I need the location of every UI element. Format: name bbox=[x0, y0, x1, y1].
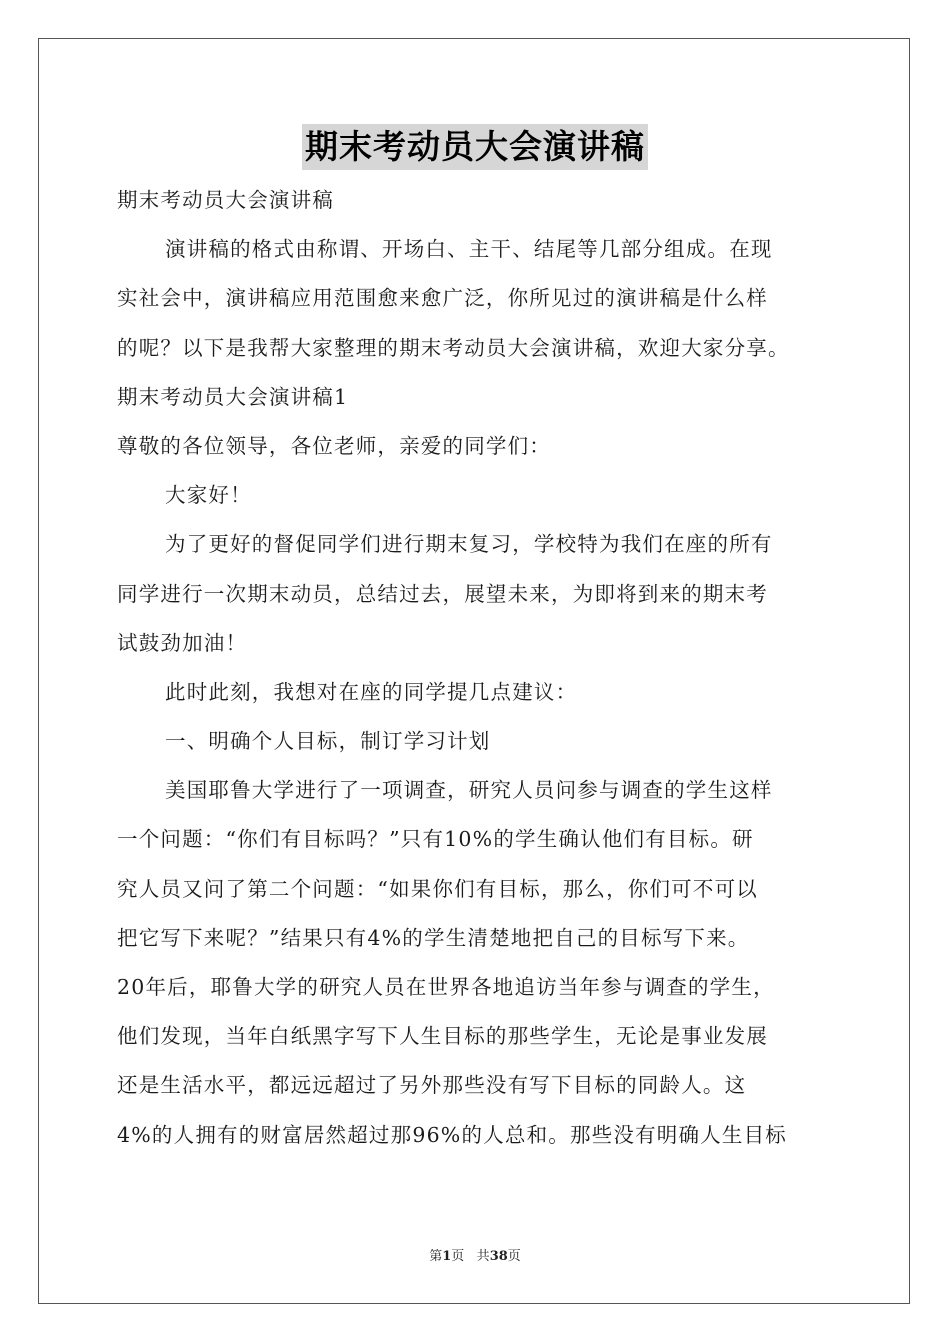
text-line: 期末考动员大会演讲稿1 bbox=[117, 384, 349, 409]
footer-total-suffix: 页 bbox=[507, 1249, 521, 1264]
text-line: 大家好！ bbox=[165, 483, 252, 508]
text-line: 实社会中，演讲稿应用范围愈来愈广泛，你所见过的演讲稿是什么样 bbox=[117, 286, 768, 311]
text-line: 期末考动员大会演讲稿 bbox=[117, 188, 334, 212]
document-body bbox=[117, 176, 857, 1160]
text-line: 此时此刻，我想对在座的同学提几点建议： bbox=[165, 679, 578, 704]
footer-total-prefix: 共 bbox=[476, 1249, 490, 1264]
footer-page-suffix: 页 bbox=[451, 1249, 465, 1264]
text-line: 还是生活水平，都远远超过了另外那些没有写下目标的同龄人。这 bbox=[117, 1073, 747, 1098]
text-line: 演讲稿的格式由称谓、开场白、主干、结尾等几部分组成。在现 bbox=[165, 237, 773, 262]
text-line: 4%的人拥有的财富居然超过那96%的人总和。那些没有明确人生目标 bbox=[117, 1122, 787, 1147]
text-line: 尊敬的各位领导，各位老师，亲爱的同学们： bbox=[117, 433, 551, 458]
document-title: 期末考动员大会演讲稿 bbox=[302, 124, 648, 170]
text-line: 试鼓劲加油！ bbox=[117, 630, 248, 655]
text-line: 究人员又问了第二个问题：“如果你们有目标，那么，你们可不可以 bbox=[117, 876, 758, 901]
text-line: 为了更好的督促同学们进行期末复习，学校特为我们在座的所有 bbox=[165, 532, 773, 557]
title-container bbox=[0, 124, 950, 170]
text-line: 的呢？以下是我帮大家整理的期末考动员大会演讲稿，欢迎大家分享。 bbox=[117, 335, 790, 360]
footer-total-pages: 38 bbox=[489, 1249, 508, 1264]
text-line: 把它写下来呢？”结果只有4%的学生清楚地把自己的目标写下来。 bbox=[117, 925, 750, 950]
text-line: 他们发现，当年白纸黑字写下人生目标的那些学生，无论是事业发展 bbox=[117, 1024, 768, 1049]
footer-page-prefix: 第 bbox=[429, 1249, 443, 1264]
text-line: 一、明确个人目标，制订学习计划 bbox=[165, 729, 491, 754]
page-footer bbox=[0, 1245, 950, 1264]
text-line: 同学进行一次期末动员，总结过去，展望未来，为即将到来的期末考 bbox=[117, 581, 768, 606]
text-line: 美国耶鲁大学进行了一项调查，研究人员问参与调查的学生这样 bbox=[165, 778, 773, 803]
text-line: 20年后，耶鲁大学的研究人员在世界各地追访当年参与调查的学生， bbox=[117, 975, 775, 999]
footer-page-number: 1 bbox=[442, 1249, 452, 1264]
text-line: 一个问题：“你们有目标吗？”只有10%的学生确认他们有目标。研 bbox=[117, 827, 754, 852]
